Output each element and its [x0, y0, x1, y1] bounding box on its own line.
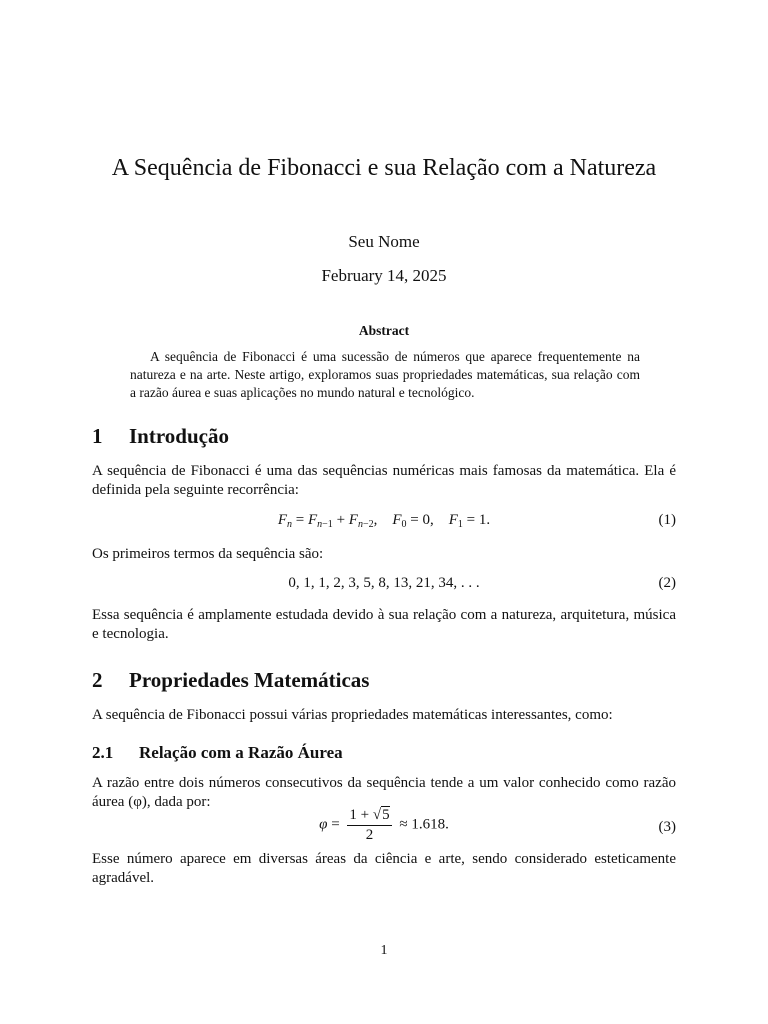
- equation-number: (3): [658, 819, 676, 835]
- section-heading-propriedades: [92, 668, 369, 693]
- fraction: $\frac{1 + √5}{2}$: [349, 807, 390, 843]
- subsection-title: Relação com a Razão Áurea: [139, 743, 343, 762]
- paper-date: February 14, 2025: [321, 266, 447, 285]
- equation-sequence: [92, 575, 676, 599]
- abstract-heading: Abstract: [358, 323, 410, 338]
- equation-recurrence: [92, 512, 676, 536]
- paragraph: Essa sequência é amplamente estudada devido à sua relação com a natureza, arquitetura, música e tecnologia.: [92, 607, 676, 642]
- section-title: Introdução: [129, 424, 229, 448]
- equation-number: (1): [658, 512, 676, 528]
- paragraph: Esse número aparece em diversas áreas da ciência e arte, sendo considerado esteticamente agradável.: [92, 851, 676, 886]
- equation-golden-ratio: [92, 806, 676, 850]
- section-heading-introducao: [92, 424, 229, 449]
- abstract-text: A sequência de Fibonacci é uma sucessão de números que aparece frequentemente na natureza e na arte. Neste artigo, exploramos suas propriedades matemáticas, sua relação com a razão áurea e suas aplicações no mundo natural e tecnológico.: [130, 349, 640, 400]
- paragraph: A razão entre dois números consecutivos da sequência tende a um valor conhecido como razão áurea (φ), dada por:: [92, 775, 676, 810]
- paper-title: A Sequência de Fibonacci e sua Relação com a Natureza: [111, 155, 657, 181]
- equation-body: 0, 1, 1, 2, 3, 5, 8, 13, 21, 34, . . .: [288, 575, 480, 591]
- paragraph: A sequência de Fibonacci é uma das sequências numéricas mais famosas da matemática. Ela é definida pela seguinte recorrência:: [92, 463, 676, 498]
- section-title: Propriedades Matemáticas: [129, 668, 370, 692]
- section-number: 1: [92, 424, 103, 448]
- author-name: Seu Nome: [348, 232, 420, 251]
- page-number: 1: [380, 943, 388, 958]
- paragraph: A sequência de Fibonacci possui várias propriedades matemáticas interessantes, como:: [92, 707, 613, 723]
- paragraph: Os primeiros termos da sequência são:: [92, 546, 324, 562]
- equation-number: (2): [658, 575, 676, 591]
- equation-body: $F_n = F_{n-1} + F_{n-2}$, $F_0 = 0$, $F_1 = 1$.: [277, 512, 491, 530]
- subsection-heading-razao-aurea: [92, 743, 343, 763]
- section-number: 2: [92, 668, 103, 692]
- equation-body: φ = $\frac{1 + √5}{2}$ ≈ 1.618.: [319, 807, 449, 843]
- subsection-number: 2.1: [92, 743, 114, 762]
